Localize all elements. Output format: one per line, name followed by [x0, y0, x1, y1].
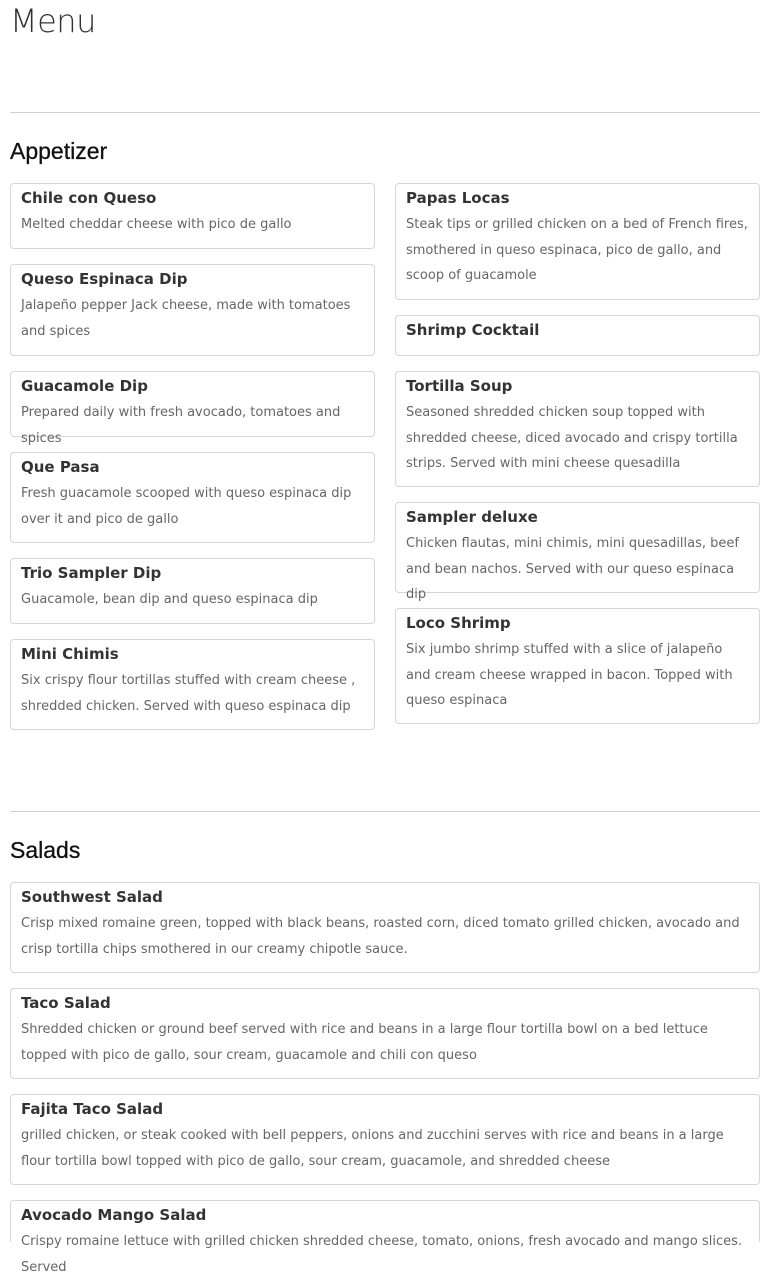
menu-item-name: Queso Espinaca Dip: [21, 270, 188, 288]
menu-item-name: Fajita Taco Salad: [21, 1100, 164, 1118]
menu-item-name: Tortilla Soup: [406, 377, 513, 395]
menu-item-description: Crisp mixed romaine green, topped with black beans, roasted corn, diced tomato grilled chicken, avocado and crisp tortilla chips smothered in our creamy chipotle sauce.: [21, 916, 740, 957]
menu-item-description: Steak tips or grilled chicken on a bed of French fires, smothered in queso espinaca, pico de gallo, and scoop of guacamole: [406, 217, 748, 283]
menu-item-card[interactable]: [10, 264, 375, 356]
menu-item-name: Mini Chimis: [21, 645, 119, 663]
divider: [10, 811, 760, 812]
menu-item-card[interactable]: [10, 1200, 760, 1275]
menu-item-description: Crispy romaine lettuce with grilled chicken shredded cheese, tomato, onions, fresh avocado and mango slices. Served: [21, 1234, 743, 1275]
menu-item-card[interactable]: [395, 502, 760, 602]
menu-item-description: Six crispy flour tortillas stuffed with cream cheese , shredded chicken. Served with queso espinaca dip: [21, 673, 356, 714]
menu-item-card[interactable]: [10, 452, 375, 543]
menu-item-card[interactable]: [395, 183, 760, 300]
menu-item-card[interactable]: [395, 315, 760, 356]
section-title-appetizer: Appetizer: [10, 138, 108, 164]
menu-item-name: Papas Locas: [406, 189, 510, 207]
menu-item-name: Avocado Mango Salad: [21, 1206, 207, 1224]
menu-item-description: Jalapeño pepper Jack cheese, made with tomatoes and spices: [21, 298, 351, 339]
menu-item-card[interactable]: [10, 183, 375, 249]
menu-item-description: Seasoned shredded chicken soup topped with shredded cheese, diced avocado and crispy tortilla strips. Served with mini cheese quesadilla: [406, 405, 738, 471]
menu-item-description: Fresh guacamole scooped with queso espinaca dip over it and pico de gallo: [21, 486, 352, 527]
menu-item-name: Chile con Queso: [21, 189, 157, 207]
menu-item-name: Taco Salad: [21, 994, 111, 1012]
menu-item-card[interactable]: [10, 988, 760, 1079]
menu-item-description: Prepared daily with fresh avocado, tomatoes and spices: [21, 405, 341, 446]
menu-item-card[interactable]: [10, 882, 760, 973]
menu-item-name: Guacamole Dip: [21, 377, 148, 395]
menu-item-description: Melted cheddar cheese with pico de gallo: [21, 217, 292, 232]
menu-item-name: Que Pasa: [21, 458, 100, 476]
section-title-salads: Salads: [10, 837, 81, 863]
menu-item-description: Guacamole, bean dip and queso espinaca dip: [21, 592, 318, 607]
menu-item-card[interactable]: [395, 608, 760, 724]
menu-item-name: Trio Sampler Dip: [21, 564, 162, 582]
menu-item-description: grilled chicken, or steak cooked with bell peppers, onions and zucchini serves with rice and beans in a large flour tortilla bowl topped with pico de gallo, sour cream, guacamole, and shredded cheese: [21, 1128, 724, 1169]
menu-item-card[interactable]: [10, 371, 375, 446]
page-title: Menu: [10, 2, 96, 40]
menu-item-name: Sampler deluxe: [406, 508, 538, 526]
menu-item-card[interactable]: [395, 371, 760, 487]
menu-item-name: Shrimp Cocktail: [406, 321, 540, 339]
menu-item-name: Loco Shrimp: [406, 614, 511, 632]
divider: [10, 112, 760, 113]
menu-item-description: Six jumbo shrimp stuffed with a slice of jalapeño and cream cheese wrapped in bacon. Topped with queso espinaca: [406, 642, 733, 708]
menu-item-description: Chicken flautas, mini chimis, mini quesadillas, beef and bean nachos. Served with our queso espinaca dip: [406, 536, 739, 602]
menu-item-card[interactable]: [10, 1094, 760, 1185]
menu-item-name: Southwest Salad: [21, 888, 163, 906]
menu-item-card[interactable]: [10, 558, 375, 624]
menu-item-card[interactable]: [10, 639, 375, 730]
menu-item-description: Shredded chicken or ground beef served with rice and beans in a large flour tortilla bowl on a bed lettuce topped with pico de gallo, sour cream, guacamole and chili con queso: [21, 1022, 708, 1063]
